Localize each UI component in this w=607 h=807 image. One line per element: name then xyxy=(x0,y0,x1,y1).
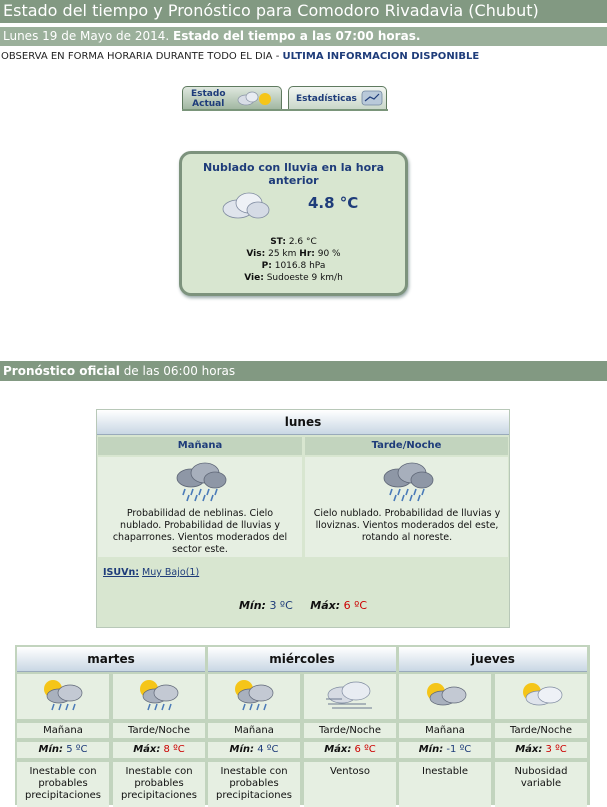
rain-cloud-icon xyxy=(380,462,436,502)
week-min-temp: Mín: 4 ºC xyxy=(208,742,300,758)
tab-estadisticas[interactable] xyxy=(288,86,387,110)
forecast-morning-cell xyxy=(98,457,302,557)
pressure-row: P: 1016.8 hPa xyxy=(261,261,326,271)
period-night-label: Tarde/Noche xyxy=(305,437,508,455)
tab-estadisticas-label: Estadísticas xyxy=(296,94,357,104)
day-header-jueves: jueves xyxy=(399,647,587,672)
rain-cloud-icon xyxy=(173,462,229,502)
forecast-title: Pronóstico oficial xyxy=(3,364,120,378)
week-period: Tarde/Noche xyxy=(113,723,205,738)
week-max-temp: Máx: 8 ºC xyxy=(113,742,205,758)
isuv-value-link[interactable]: Muy Bajo(1) xyxy=(142,567,200,578)
week-description: Inestable con probables precipitaciones xyxy=(113,762,205,807)
isuv-label-link[interactable]: ISUVn: xyxy=(103,567,140,578)
ultima-info-link[interactable]: ULTIMA INFORMACION DISPONIBLE xyxy=(282,51,480,62)
week-icon-cell xyxy=(304,674,396,719)
min-max-row: Mín: 3 ºC Máx: 6 ºC xyxy=(238,599,368,612)
week-icon-cell xyxy=(113,674,205,719)
current-conditions-panel xyxy=(179,151,408,296)
page-title: Estado del tiempo y Pronóstico para Comodoro Rivadavia (Chubut) xyxy=(0,0,607,23)
week-description: Inestable con probables precipitaciones xyxy=(208,762,300,807)
isuv-row xyxy=(103,567,199,578)
forecast-today-panel xyxy=(96,409,510,628)
st-row: ST: 2.6 °C xyxy=(270,237,317,247)
week-icon-cell xyxy=(17,674,109,719)
week-period: Mañana xyxy=(399,723,491,738)
sun-cloud-icon xyxy=(234,89,276,109)
day-header-martes: martes xyxy=(17,647,205,672)
forecast-night-text: Cielo nublado. Probabilidad de lluvias y lloviznas. Vientos moderados del este, rotando al noreste. xyxy=(313,508,501,543)
current-condition: Nublado con lluvia en la hora anterior xyxy=(202,161,385,187)
date-bar xyxy=(0,27,607,46)
week-min-temp: Mín: 5 ºC xyxy=(17,742,109,758)
tab-estado-label: Estado Actual xyxy=(191,89,226,109)
week-period: Tarde/Noche xyxy=(304,723,396,738)
week-min-temp: Mín: -1 ºC xyxy=(399,742,491,758)
forecast-subtitle: de las 06:00 horas xyxy=(123,364,236,378)
day-header-miercoles: miércoles xyxy=(208,647,396,672)
week-forecast xyxy=(15,645,590,805)
vis-hr-row: Vis: 25 km Hr: 90 % xyxy=(246,249,341,259)
period-morning-label: Mañana xyxy=(98,437,302,455)
week-description: Nubosidad variable xyxy=(495,762,587,807)
forecast-morning-text: Probabilidad de neblinas. Cielo nublado. Probabilidad de lluvias y chaparrones. Vientos moderados del sector este. xyxy=(112,508,288,555)
week-description: Ventoso xyxy=(304,762,396,807)
week-description: Inestable xyxy=(399,762,491,807)
sun-rain-icon xyxy=(228,676,280,716)
week-max-temp: Máx: 3 ºC xyxy=(495,742,587,758)
sun-rain-icon xyxy=(37,676,89,716)
week-period: Tarde/Noche xyxy=(495,723,587,738)
tab-underline xyxy=(182,109,388,111)
current-temperature: 4.8 °C xyxy=(308,194,359,212)
max-temp: 6 ºC xyxy=(343,599,368,612)
current-details xyxy=(182,236,405,284)
week-period: Mañana xyxy=(208,723,300,738)
week-period: Mañana xyxy=(17,723,109,738)
windy-cloud-icon xyxy=(322,678,378,714)
week-description: Inestable con probables precipitaciones xyxy=(17,762,109,807)
day-header-lunes: lunes xyxy=(97,410,509,435)
forecast-header xyxy=(0,361,607,381)
week-icon-cell xyxy=(399,674,491,719)
min-temp: 3 ºC xyxy=(269,599,293,612)
week-icon-cell xyxy=(495,674,587,719)
wind-row: Vie: Sudoeste 9 km/h xyxy=(244,273,343,283)
cloud-icon xyxy=(218,188,272,222)
sun-cloud-icon xyxy=(515,678,567,714)
date-text: Lunes 19 de Mayo de 2014. xyxy=(3,29,170,43)
observa-text: OBSERVA EN FORMA HORARIA DURANTE TODO EL DIA - xyxy=(1,51,280,62)
observation-note xyxy=(1,51,479,62)
sun-rain-icon xyxy=(133,676,185,716)
week-icon-cell xyxy=(208,674,300,719)
week-max-temp: Máx: 6 ºC xyxy=(304,742,396,758)
tab-estado-actual[interactable] xyxy=(182,86,282,110)
sun-cloud-icon xyxy=(419,678,471,714)
time-label: Estado del tiempo a las 07:00 horas. xyxy=(173,29,421,43)
forecast-night-cell xyxy=(305,457,508,557)
chart-icon xyxy=(361,90,383,106)
